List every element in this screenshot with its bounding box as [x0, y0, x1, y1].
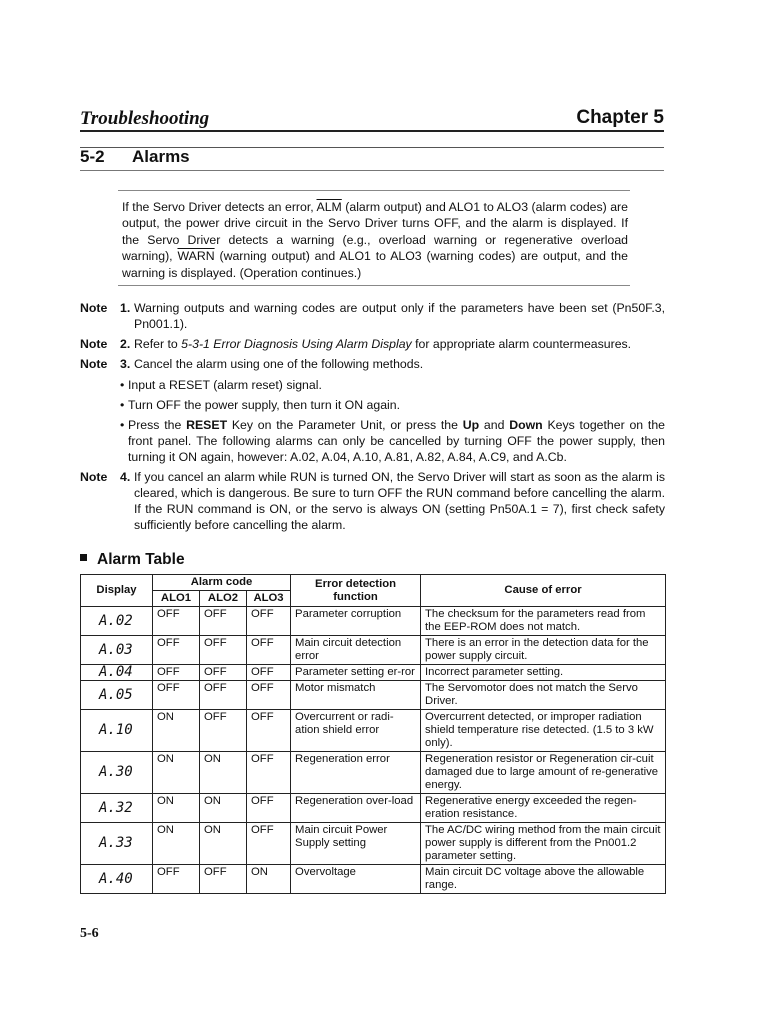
error-function-cell: Main circuit detection error	[291, 636, 421, 665]
alo1-cell: OFF	[153, 665, 200, 681]
cross-reference: 5-3-1 Error Diagnosis Using Alarm Display	[181, 337, 412, 351]
note-text-part: Refer to	[134, 337, 182, 351]
alo1-header: ALO1	[153, 591, 200, 607]
error-function-cell: Parameter setting er-ror	[291, 665, 421, 681]
error-function-cell: Motor mismatch	[291, 681, 421, 710]
cause-cell: Regenerative energy exceeded the regen-eration resistance.	[421, 794, 666, 823]
intro-text-1: If the Servo Driver detects an error,	[122, 200, 317, 214]
error-function-cell: Regeneration error	[291, 752, 421, 794]
table-heading	[80, 551, 185, 569]
alo2-cell: OFF	[200, 665, 247, 681]
alo2-cell: ON	[200, 752, 247, 794]
alarm-display-cell: A.05	[81, 681, 153, 710]
table-row	[81, 681, 666, 710]
alo1-cell: OFF	[153, 607, 200, 636]
alarm-display-cell: A.02	[81, 607, 153, 636]
page-number: 5-6	[80, 926, 99, 941]
cause-cell: The Servomotor does not match the Servo Driver.	[421, 681, 666, 710]
note-number: 1.	[120, 301, 131, 315]
bullet-text-part: and	[479, 418, 510, 432]
cause-cell: There is an error in the detection data for the power supply circuit.	[421, 636, 666, 665]
cause-cell: The AC/DC wiring method from the main circuit power supply is different from the Pn001.2 parameter setting.	[421, 823, 666, 865]
error-function-cell: Overvoltage	[291, 865, 421, 894]
alo2-cell: ON	[200, 794, 247, 823]
alarm-display-cell: A.33	[81, 823, 153, 865]
note-text: If you cancel an alarm while RUN is turned ON, the Servo Driver will start as soon as the alarm is cleared, which is dangerous. Be sure to turn OFF the RUN command before cancelling the alarm. If the RUN command is ON, or the servo is always ON (setting Pn50A.1 = 7), first check safety sufficiently before cancelling the alarm.	[134, 470, 665, 532]
note-label: Note	[80, 301, 108, 315]
key-name: Up	[462, 418, 480, 432]
bullet-text-part: Key on the Parameter Unit, or press the	[227, 418, 463, 432]
table-row	[81, 865, 666, 894]
table-row	[81, 636, 666, 665]
alo2-cell: OFF	[200, 681, 247, 710]
error-function-cell: Regeneration over-load	[291, 794, 421, 823]
bullet-text-part: Press the	[128, 418, 187, 432]
alo3-cell: ON	[247, 865, 291, 894]
alo2-cell: OFF	[200, 865, 247, 894]
note-number: 2.	[120, 337, 131, 351]
alo3-cell: OFF	[247, 752, 291, 794]
alo3-cell: OFF	[247, 681, 291, 710]
alm-signal: $\overline{ALM}$	[316, 200, 342, 214]
bullet-item	[120, 417, 665, 465]
error-function-cell: Main circuit Power Supply setting	[291, 823, 421, 865]
error-function-cell: Parameter corruption	[291, 607, 421, 636]
alo1-cell: ON	[153, 710, 200, 752]
table-row	[81, 710, 666, 752]
section-number: 5-2	[80, 147, 105, 166]
alo1-cell: OFF	[153, 636, 200, 665]
note-label: Note	[80, 337, 108, 351]
alo2-header: ALO2	[200, 591, 247, 607]
note-text	[134, 336, 665, 352]
alo3-cell: OFF	[247, 794, 291, 823]
alo1-cell: ON	[153, 752, 200, 794]
cause-cell: Incorrect parameter setting.	[421, 665, 666, 681]
warn-signal: WARN	[177, 249, 215, 264]
alo2-cell: ON	[200, 823, 247, 865]
alo2-cell: OFF	[200, 607, 247, 636]
intro-text-2: (alarm output) and ALO1 to ALO3 (alarm codes) are output, the power drive circuit in the Servo Driver turns OFF, and the alarm is displayed. If the Servo Driver detects a warning (e.g., overload warning or regenerative overload warning),	[122, 200, 628, 264]
table-row	[81, 607, 666, 636]
alarm-table	[80, 574, 666, 894]
bullet-text-part: Keys together on the front panel. The following alarms can only be cancelled by turning OFF the power supply, then turning it ON again, however: A.02, A.04, A.10, A.81, A.82, A.84, A.C9, and A.Cb.	[128, 418, 665, 464]
key-name: RESET	[186, 418, 228, 432]
bullet-dot: •	[120, 418, 125, 432]
alarm-display-cell: A.32	[81, 794, 153, 823]
alarm-display-cell: A.03	[81, 636, 153, 665]
cause-cell: Main circuit DC voltage above the allowable range.	[421, 865, 666, 894]
bullet-text	[128, 417, 665, 465]
alo1-cell: OFF	[153, 865, 200, 894]
cause-header: Cause of error	[421, 575, 666, 607]
note-number: 3.	[120, 357, 131, 371]
bullet-text: Turn OFF the power supply, then turn it ON again.	[128, 398, 401, 412]
alarm-display-cell: A.10	[81, 710, 153, 752]
alarm-code-header: Alarm code	[153, 575, 291, 591]
alarm-display-cell: A.30	[81, 752, 153, 794]
section-rule	[80, 170, 664, 171]
note-text: Cancel the alarm using one of the following methods.	[134, 357, 424, 371]
cause-cell: Regeneration resistor or Regeneration cir-cuit damaged due to large amount of re-generative energy.	[421, 752, 666, 794]
cause-cell: The checksum for the parameters read from the EEP-ROM does not match.	[421, 607, 666, 636]
alo3-header: ALO3	[247, 591, 291, 607]
table-row	[81, 823, 666, 865]
alo3-cell: OFF	[247, 636, 291, 665]
bullet-item	[120, 397, 665, 413]
header-rule	[80, 130, 664, 132]
key-name: Down	[509, 418, 543, 432]
bullet-dot: •	[120, 398, 125, 412]
alo3-cell: OFF	[247, 665, 291, 681]
error-detection-header: Error detection function	[291, 575, 421, 607]
bullet-dot: •	[120, 378, 125, 392]
note-1	[80, 300, 665, 332]
table-title: Alarm Table	[97, 551, 185, 568]
notes-list	[80, 300, 665, 537]
alo1-cell: ON	[153, 823, 200, 865]
alo1-cell: OFF	[153, 681, 200, 710]
note-text-part: for appropriate alarm countermeasures.	[411, 337, 632, 351]
square-bullet-icon	[80, 554, 87, 561]
note-label: Note	[80, 470, 108, 484]
alo3-cell: OFF	[247, 607, 291, 636]
intro-text-3: (warning output) and ALO1 to ALO3 (warning codes) are output, and the warning is displayed. (Operation continues.)	[122, 249, 628, 280]
alarm-display-cell: A.04	[81, 665, 153, 681]
error-function-cell: Overcurrent or radi-ation shield error	[291, 710, 421, 752]
table-header-row	[81, 575, 666, 591]
intro-paragraph	[118, 190, 630, 286]
bullet-item	[120, 377, 665, 393]
alo2-cell: OFF	[200, 636, 247, 665]
table-row	[81, 752, 666, 794]
note-2	[80, 336, 665, 352]
alarm-display-cell: A.40	[81, 865, 153, 894]
note-label: Note	[80, 357, 108, 371]
running-header-title: Troubleshooting	[80, 108, 210, 129]
cause-cell: Overcurrent detected, or improper radiation shield temperature rise detected. (1.5 to 3 kW only).	[421, 710, 666, 752]
section-title: Alarms	[132, 147, 190, 166]
note-3	[80, 356, 665, 372]
table-row	[81, 794, 666, 823]
chapter-label: Chapter 5	[576, 107, 664, 128]
note-4	[80, 469, 665, 533]
alo3-cell: OFF	[247, 710, 291, 752]
display-header: Display	[81, 575, 153, 607]
section-heading	[80, 147, 190, 167]
bullet-text: Input a RESET (alarm reset) signal.	[128, 378, 322, 392]
table-row	[81, 665, 666, 681]
note-text: Warning outputs and warning codes are output only if the parameters have been set (Pn50F.3, Pn001.1).	[134, 301, 665, 331]
alo1-cell: ON	[153, 794, 200, 823]
alo2-cell: OFF	[200, 710, 247, 752]
note-number: 4.	[120, 470, 131, 484]
alo3-cell: OFF	[247, 823, 291, 865]
